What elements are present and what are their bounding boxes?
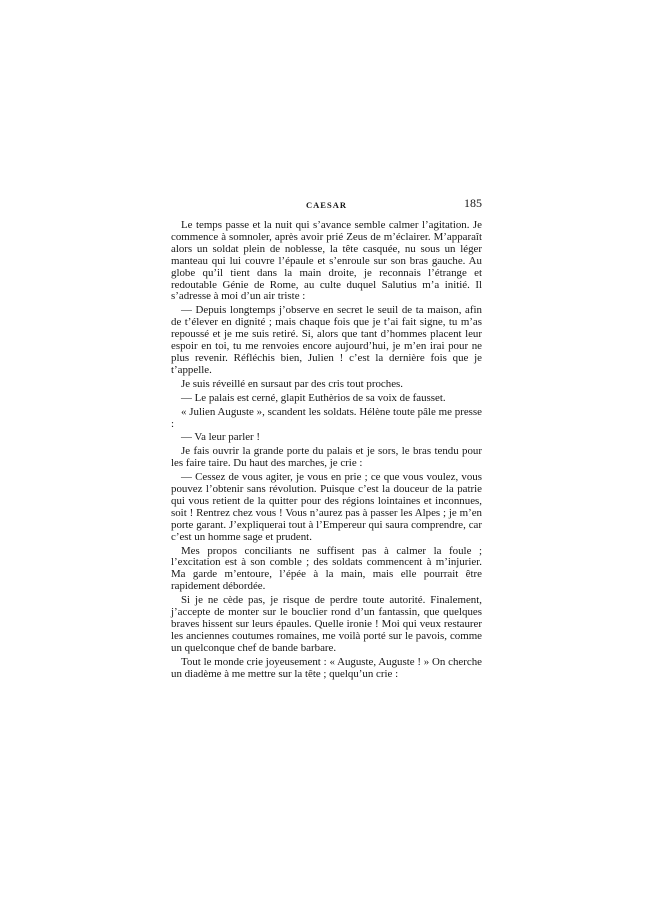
paragraph: « Julien Auguste », scandent les soldats. Hélène toute pâle me presse : [171, 405, 482, 430]
body-text [171, 220, 482, 681]
running-title: CAESAR [306, 200, 347, 210]
paragraph: Le temps passe et la nuit qui s’avance semble calmer l’agitation. Je commence à somnoler, après avoir prié Zeus de m’éclairer. M’apparaît alors un soldat plein de noblesse, la tête casquée, nu sous un léger manteau qui lui couvre l’épaule et s’enroule sur son bras gauche. Au globe qu’il tient dans la main droite, je reconnais l’étrange et redoutable Génie de Rome, au culte duquel Salutius m’a initié. Il s’adresse à moi d’un air triste : [171, 219, 482, 303]
book-page [171, 196, 482, 683]
paragraph: Tout le monde crie joyeusement : « Auguste, Auguste ! » On cherche un diadème à me mettre sur la tête ; quelqu’un crie : [171, 655, 482, 680]
paragraph: Mes propos conciliants ne suffisent pas à calmer la foule ; l’excitation est à son comble ; des soldats commencent à m’injurier. Ma garde m’entoure, l’épée à la main, mais elle pourrait être rapidement débordée. [171, 544, 482, 593]
paragraph: — Le palais est cerné, glapit Euthèrios de sa voix de fausset. [181, 391, 446, 404]
page-number: 185 [464, 196, 482, 210]
paragraph: Si je ne cède pas, je risque de perdre toute autorité. Finalement, j’accepte de monter sur le bouclier rond d’un fantassin, que quelques braves hissent sur leurs épaules. Quelle ironie ! Moi qui veux restaurer les anciennes coutumes romaines, me voilà porté sur le pavois, comme un quelconque chef de bande barbare. [171, 594, 482, 654]
paragraph: — Depuis longtemps j’observe en secret le seuil de ta maison, afin de t’élever en dignité ; mais chaque fois que je t’ai fait signe, tu m’as repoussé et je me suis retiré. Si, alors que tant d’hommes placent leur espoir en toi, tu me renvoies encore aujourd’hui, je m’en irai pour ne plus revenir. Réfléchis bien, Julien ! c’est la dernière fois que je t’appelle. [171, 304, 482, 376]
running-head [171, 196, 482, 216]
paragraph: Je fais ouvrir la grande porte du palais et je sors, le bras tendu pour les faire taire. Du haut des marches, je crie : [171, 445, 482, 470]
paragraph: — Cessez de vous agiter, je vous en prie ; ce que vous voulez, vous pouvez l’obtenir sans révolution. Puisque c’est la douceur de la patrie qui vous retient de la quitter pour des régions lointaines et inconnues, soit ! Rentrez chez vous ! Vous n’aurez pas à passer les Alpes ; je m’en porte garant. J’expliquerai tout à l’Empereur qui saura comprendre, car c’est un homme sage et prudent. [171, 471, 482, 543]
paragraph: Je suis réveillé en sursaut par des cris tout proches. [181, 377, 403, 390]
paragraph: — Va leur parler ! [181, 431, 261, 444]
